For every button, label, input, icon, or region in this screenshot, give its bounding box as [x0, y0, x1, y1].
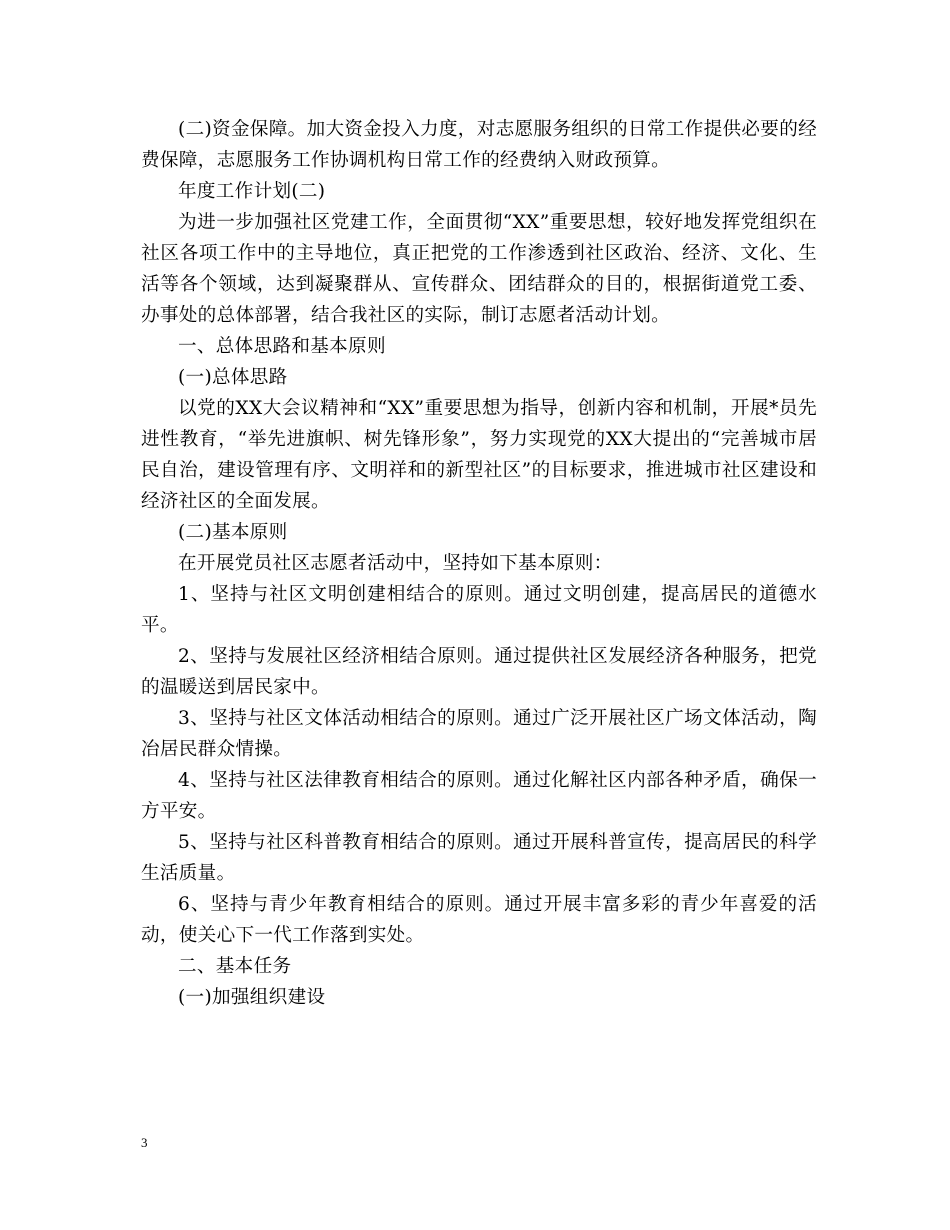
principle-item-4: 4、坚持与社区法律教育相结合的原则。通过化解社区内部各种矛盾，确保一方平安。 [141, 770, 817, 822]
paragraph-funding-guarantee: (二)资金保障。加大资金投入力度，对志愿服务组织的日常工作提供必要的经费保障，志愿服务工作协调机构日常工作的经费纳入财政预算。 [141, 119, 817, 171]
principle-item-6: 6、坚持与青少年教育相结合的原则。通过开展丰富多彩的青少年喜爱的活动，使关心下一代工作落到实处。 [141, 894, 817, 946]
principle-item-1: 1、坚持与社区文明创建相结合的原则。通过文明创建，提高居民的道德水平。 [141, 584, 817, 636]
subheading-overall-approach: (一)总体思路 [178, 367, 288, 388]
heading-basic-tasks: 二、基本任务 [178, 956, 292, 977]
section-title-annual-plan: 年度工作计划(二) [178, 181, 326, 202]
heading-overall-approach-principles: 一、总体思路和基本原则 [178, 336, 386, 357]
principle-item-3: 3、坚持与社区文体活动相结合的原则。通过广泛开展社区广场文体活动，陶冶居民群众情操。 [141, 708, 817, 760]
subheading-basic-principles: (二)基本原则 [178, 522, 288, 543]
paragraph-introduction: 为进一步加强社区党建工作，全面贯彻“XX”重要思想，较好地发挥党组织在社区各项工作中的主导地位，真正把党的工作渗透到社区政治、经济、文化、生活等各个领域，达到凝聚群从、宣传群众、团结群众的目的，根据街道党工委、办事处的总体部署，结合我社区的实际，制订志愿者活动计划。 [141, 212, 817, 326]
principle-item-5: 5、坚持与社区科普教育相结合的原则。通过开展科普宣传，提高居民的科学生活质量。 [141, 832, 817, 884]
paragraph-overall-approach: 以党的XX大会议精神和“XX”重要思想为指导，创新内容和机制，开展*员先进性教育，“举先进旗帜、树先锋形象”，努力实现党的XX大提出的“完善城市居民自治，建设管理有序、文明祥和的新型社区”的目标要求，推进城市社区建设和经济社区的全面发展。 [141, 398, 817, 512]
subheading-organization-building: (一)加强组织建设 [178, 987, 326, 1008]
paragraph-principles-intro: 在开展党员社区志愿者活动中，坚持如下基本原则： [178, 553, 613, 574]
principle-item-2: 2、坚持与发展社区经济相结合原则。通过提供社区发展经济各种服务，把党的温暖送到居民家中。 [141, 646, 817, 698]
page-number: 3 [141, 1135, 148, 1150]
document-body [141, 114, 817, 1013]
